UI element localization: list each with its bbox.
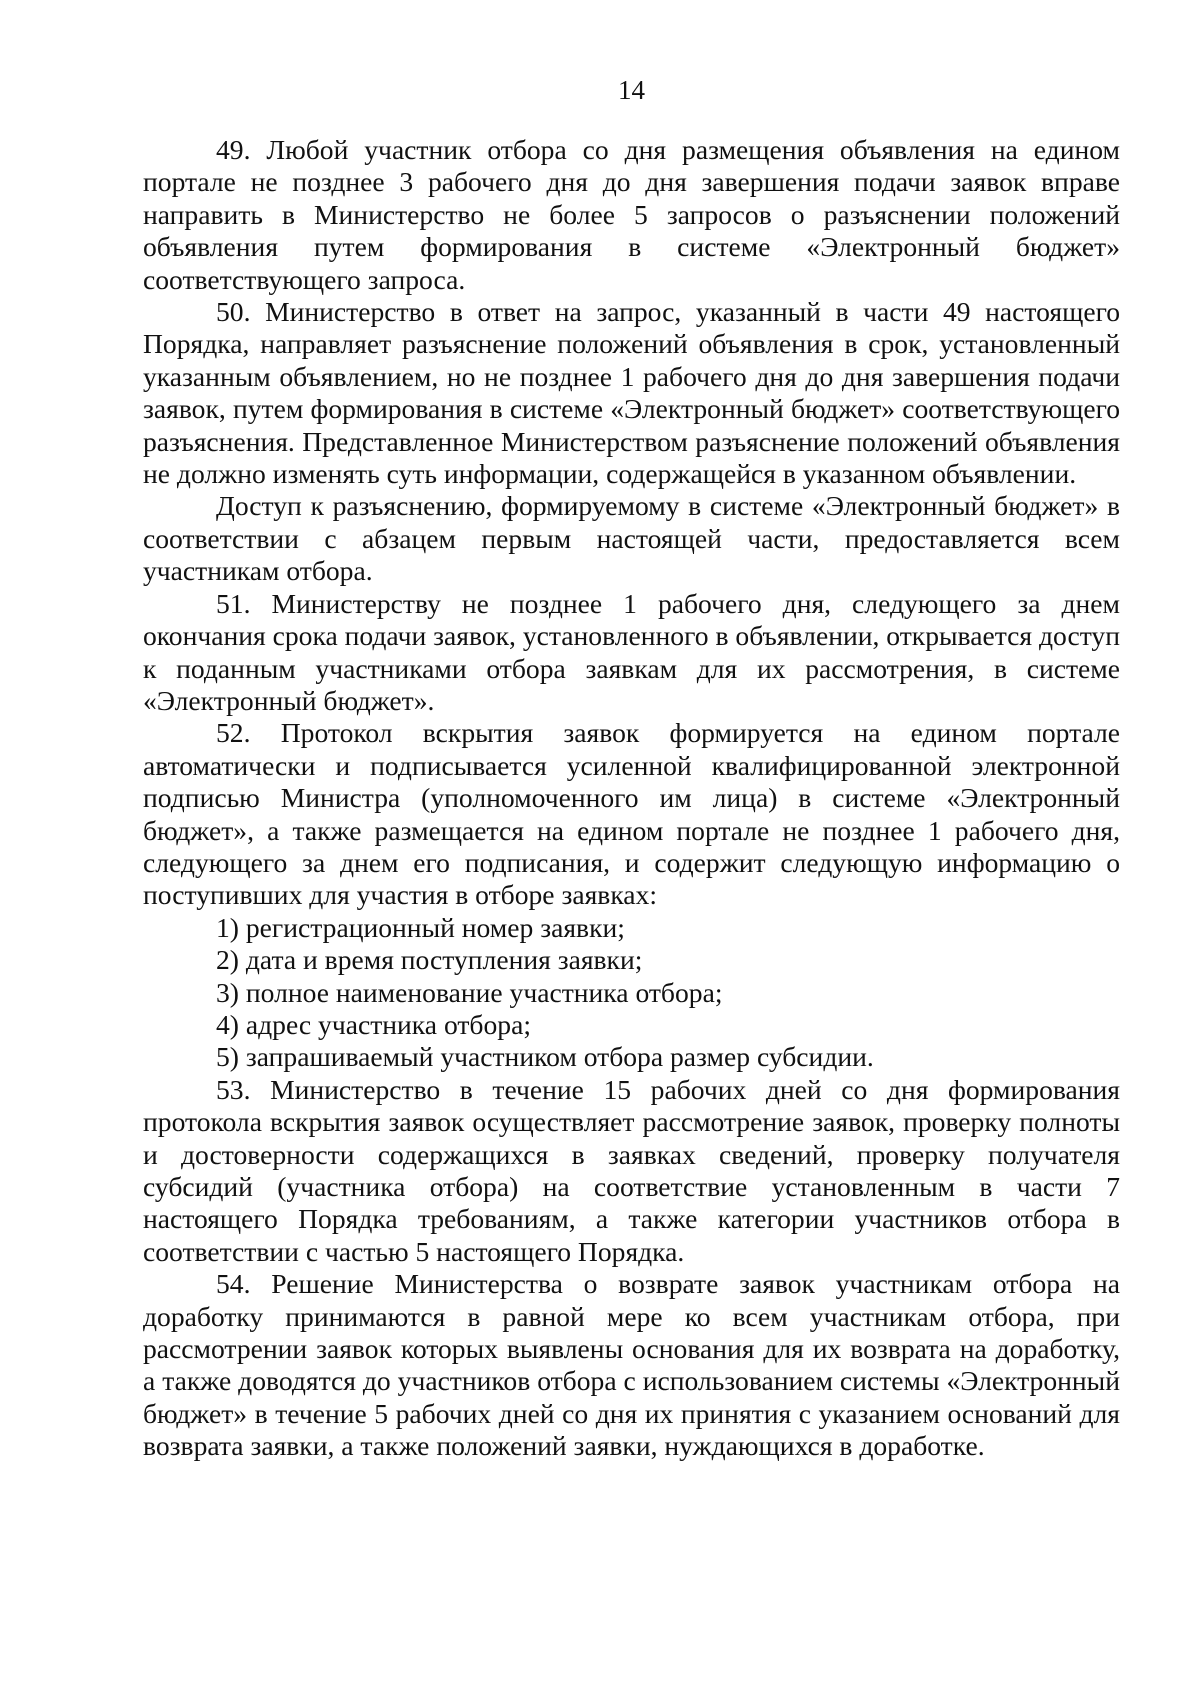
- paragraph-52: 52. Протокол вскрытия заявок формируется на едином портале автоматически и подписывается усиленной квалифицированной электронной подписью Министра (уполномоченного им лица) в системе «Электронный бюджет», а также размещается на едином портале не позднее 1 рабочего дня, следующего за днем его подписания, и содержит следующую информацию о поступивших для участия в отборе заявках:: [143, 717, 1120, 911]
- paragraph-51: 51. Министерству не позднее 1 рабочего дня, следующего за днем окончания срока подачи заявок, установленного в объявлении, открывается доступ к поданным участниками отбора заявкам для их рассмотрения, в системе «Электронный бюджет».: [143, 587, 1120, 716]
- list-item: 1) регистрационный номер заявки;: [216, 911, 625, 943]
- list-item: 4) адрес участника отбора;: [216, 1008, 531, 1040]
- paragraph-54: 54. Решение Министерства о возврате заявок участникам отбора на доработку принимаются в равной мере ко всем участникам отбора, при рассмотрении заявок которых выявлены основания для их возврата на доработку, а также доводятся до участников отбора с использованием системы «Электронный бюджет» в течение 5 рабочих дней со дня их принятия с указанием оснований для возврата заявки, а также положений заявки, нуждающихся в доработке.: [143, 1268, 1120, 1462]
- paragraph-53: 53. Министерство в течение 15 рабочих дней со дня формирования протокола вскрытия заявок осуществляет рассмотрение заявок, проверку полноты и достоверности содержащихся в заявках сведений, проверку получателя субсидий (участника отбора) на соответствие установленным в части 7 настоящего Порядка требованиям, а также категории участников отбора в соответствии с частью 5 настоящего Порядка.: [143, 1073, 1120, 1267]
- page-number: 14: [618, 75, 645, 105]
- paragraph-50: 50. Министерство в ответ на запрос, указанный в части 49 настоящего Порядка, направляет разъяснение положений объявления в срок, установленный указанным объявлением, но не позднее 1 рабочего дня до дня завершения подачи заявок, путем формирования в системе «Электронный бюджет» соответствующего разъяснения. Представленное Министерством разъяснение положений объявления не должно изменять суть информации, содержащейся в указанном объявлении.: [143, 296, 1120, 490]
- paragraph-49: 49. Любой участник отбора со дня размещения объявления на едином портале не позднее 3 рабочего дня до дня завершения подачи заявок вправе направить в Министерство не более 5 запросов о разъяснении положений объявления путем формирования в системе «Электронный бюджет» соответствующего запроса.: [143, 134, 1120, 295]
- list-item: 3) полное наименование участника отбора;: [216, 976, 723, 1008]
- paragraph-50-access: Доступ к разъяснению, формируемому в системе «Электронный бюджет» в соответствии с абзацем первым настоящей части, предоставляется всем участникам отбора.: [143, 490, 1120, 587]
- list-item: 2) дата и время поступления заявки;: [216, 944, 643, 976]
- document-body: [143, 134, 1120, 1463]
- list-item: 5) запрашиваемый участником отбора размер субсидии.: [216, 1041, 874, 1073]
